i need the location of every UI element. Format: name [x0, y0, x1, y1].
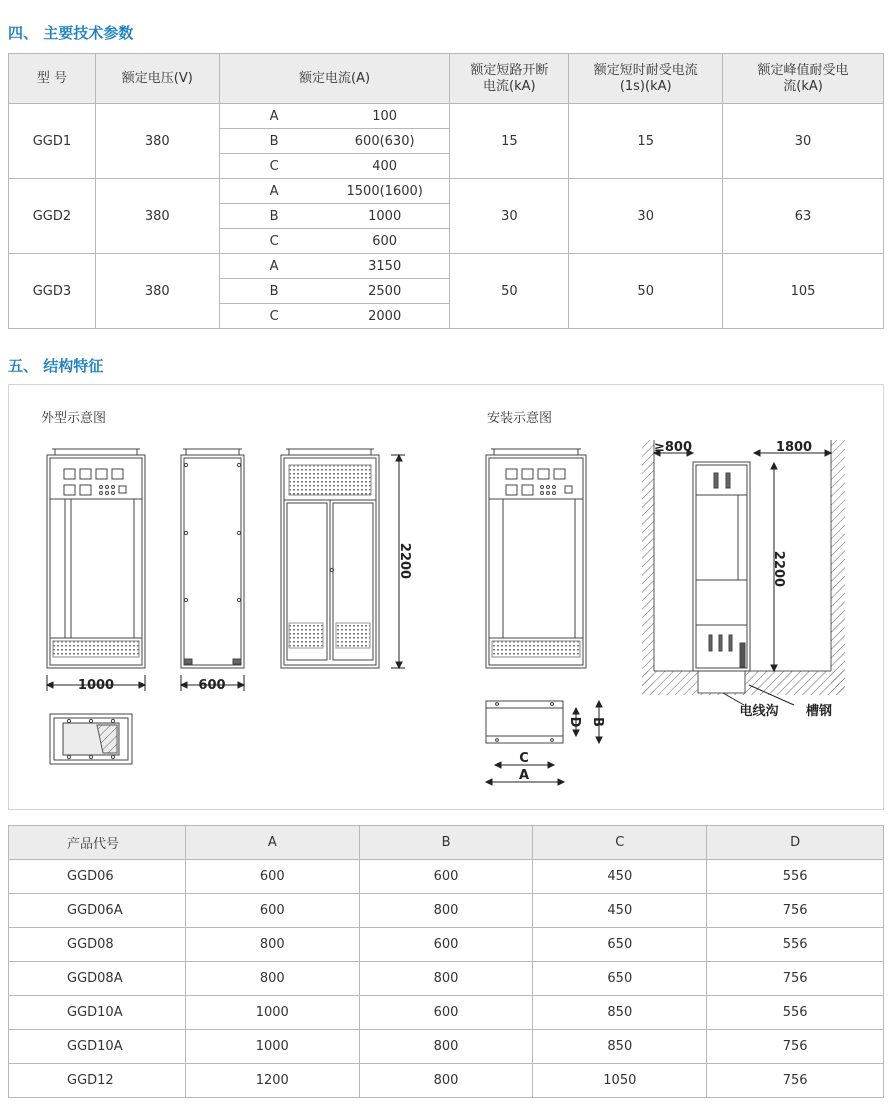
short-time-cell: 15: [569, 104, 723, 179]
install-front-drawing: [486, 449, 586, 668]
current-letter: C: [269, 158, 279, 174]
breaking-cell: 15: [450, 104, 569, 179]
dim-A-cell: 1000: [185, 1030, 359, 1064]
table-row: [9, 928, 884, 962]
product-dimensions-table: [8, 825, 884, 1098]
product-code-cell: GGD10A: [9, 1030, 186, 1064]
dim-A-cell: 600: [185, 894, 359, 928]
product-code-cell: GGD08A: [9, 962, 186, 996]
current-cell: [219, 179, 450, 204]
dim-height-label: 2200: [397, 542, 412, 580]
current-cell: [219, 304, 450, 329]
dim-C-cell: 650: [533, 962, 707, 996]
dim-A-cell: 1000: [185, 996, 359, 1030]
voltage-cell: 380: [95, 254, 219, 329]
table-row: [9, 996, 884, 1030]
dim-A-cell: 800: [185, 928, 359, 962]
side-view-drawing: [181, 449, 244, 668]
current-value: 2500: [368, 283, 402, 299]
header-C: C: [533, 826, 707, 860]
current-cell: [219, 204, 450, 229]
header-B: B: [359, 826, 533, 860]
dim-B-cell: 800: [359, 1030, 533, 1064]
dim-B-cell: 600: [359, 928, 533, 962]
dim-C-cell: 850: [533, 1030, 707, 1064]
current-letter: C: [269, 233, 279, 249]
current-value: 3150: [368, 258, 402, 274]
dim-D-cell: 556: [707, 996, 884, 1030]
current-cell: [219, 129, 450, 154]
dim-width-label: 1000: [77, 678, 115, 693]
current-letter: B: [269, 208, 279, 224]
current-value: 100: [372, 108, 398, 124]
header-rated-voltage: 额定电压(V): [95, 54, 219, 104]
table-header-row: [9, 826, 884, 860]
table-row: [9, 104, 884, 129]
header-short-time-current: 额定短时耐受电流(1s)(kA): [569, 54, 723, 104]
dim-C-cell: 650: [533, 928, 707, 962]
table-row: [9, 860, 884, 894]
model-cell: GGD1: [9, 104, 96, 179]
model-cell: GGD3: [9, 254, 96, 329]
current-letter: A: [269, 183, 279, 199]
structure-diagram-panel: [8, 384, 884, 810]
peak-cell: 30: [723, 104, 884, 179]
current-value: 2000: [368, 308, 402, 324]
section-title-structure: 五、 结构特征: [8, 357, 104, 375]
dim-D-cell: 756: [707, 1064, 884, 1098]
current-letter: A: [269, 258, 279, 274]
current-letter: C: [269, 308, 279, 324]
product-code-cell: GGD12: [9, 1064, 186, 1098]
dim-clearance-label: ≥800: [653, 440, 693, 455]
dim-B-cell: 600: [359, 860, 533, 894]
dim-C-cell: 450: [533, 894, 707, 928]
dim-D-cell: 756: [707, 962, 884, 996]
base-plate-drawing: [50, 714, 132, 764]
table-row: [9, 894, 884, 928]
dim-label-A: A: [518, 768, 530, 783]
current-letter: A: [269, 108, 279, 124]
dim-D-cell: 556: [707, 928, 884, 962]
product-code-cell: GGD06: [9, 860, 186, 894]
current-cell: [219, 229, 450, 254]
cabinet-drawings: [9, 385, 883, 809]
product-code-cell: GGD08: [9, 928, 186, 962]
section-title-parameters: 四、 主要技术参数: [8, 24, 134, 42]
current-value: 400: [372, 158, 398, 174]
dim-D-cell: 556: [707, 860, 884, 894]
current-value: 600(630): [354, 133, 415, 149]
base-frame-drawing: [486, 701, 563, 743]
current-value: 1500(1600): [346, 183, 423, 199]
current-cell: [219, 279, 450, 304]
table-header-row: [9, 54, 884, 104]
channel-steel-label: 槽钢: [805, 704, 833, 719]
current-letter: B: [269, 283, 279, 299]
dim-label-D: D: [567, 716, 582, 728]
dim-D-cell: 756: [707, 894, 884, 928]
current-value: 1000: [368, 208, 402, 224]
dim-label-C: C: [519, 751, 529, 766]
dim-A-cell: 600: [185, 860, 359, 894]
install-caption: 安装示意图: [487, 411, 553, 426]
current-cell: [219, 154, 450, 179]
current-cell: [219, 104, 450, 129]
dim-C-cell: 450: [533, 860, 707, 894]
table-row: [9, 1030, 884, 1064]
header-D: D: [707, 826, 884, 860]
technical-parameters-table: [8, 53, 884, 329]
header-breaking-current: 额定短路开断电流(kA): [450, 54, 569, 104]
rear-view-drawing: [281, 449, 379, 668]
header-rated-current: 额定电流(A): [219, 54, 450, 104]
header-product-code: 产品代号: [9, 826, 186, 860]
header-A: A: [185, 826, 359, 860]
dim-B-cell: 800: [359, 1064, 533, 1098]
dim-label-B: B: [590, 717, 605, 727]
dim-depth-label: 600: [198, 678, 226, 693]
short-time-cell: 30: [569, 179, 723, 254]
short-time-cell: 50: [569, 254, 723, 329]
dim-C-cell: 1050: [533, 1064, 707, 1098]
dim-install-height-label: 2200: [771, 550, 786, 588]
peak-cell: 105: [723, 254, 884, 329]
table-row: [9, 179, 884, 204]
current-value: 600: [372, 233, 398, 249]
dim-C-cell: 850: [533, 996, 707, 1030]
outline-caption: 外型示意图: [41, 411, 107, 426]
table-row: [9, 1064, 884, 1098]
dim-A-cell: 800: [185, 962, 359, 996]
dim-room-label: 1800: [775, 440, 813, 455]
install-section-drawing: [642, 440, 845, 695]
cable-trench-label: 电线沟: [739, 704, 779, 719]
dim-B-cell: 800: [359, 962, 533, 996]
peak-cell: 63: [723, 179, 884, 254]
table-row: [9, 962, 884, 996]
dim-B-cell: 800: [359, 894, 533, 928]
front-view-drawing: [47, 449, 145, 668]
header-peak-current: 额定峰值耐受电流(kA): [723, 54, 884, 104]
model-cell: GGD2: [9, 179, 96, 254]
product-code-cell: GGD06A: [9, 894, 186, 928]
product-code-cell: GGD10A: [9, 996, 186, 1030]
dim-A-cell: 1200: [185, 1064, 359, 1098]
breaking-cell: 50: [450, 254, 569, 329]
voltage-cell: 380: [95, 104, 219, 179]
current-letter: B: [269, 133, 279, 149]
dim-D-cell: 756: [707, 1030, 884, 1064]
dim-B-cell: 600: [359, 996, 533, 1030]
current-cell: [219, 254, 450, 279]
voltage-cell: 380: [95, 179, 219, 254]
breaking-cell: 30: [450, 179, 569, 254]
table-row: [9, 254, 884, 279]
header-model: 型 号: [9, 54, 96, 104]
